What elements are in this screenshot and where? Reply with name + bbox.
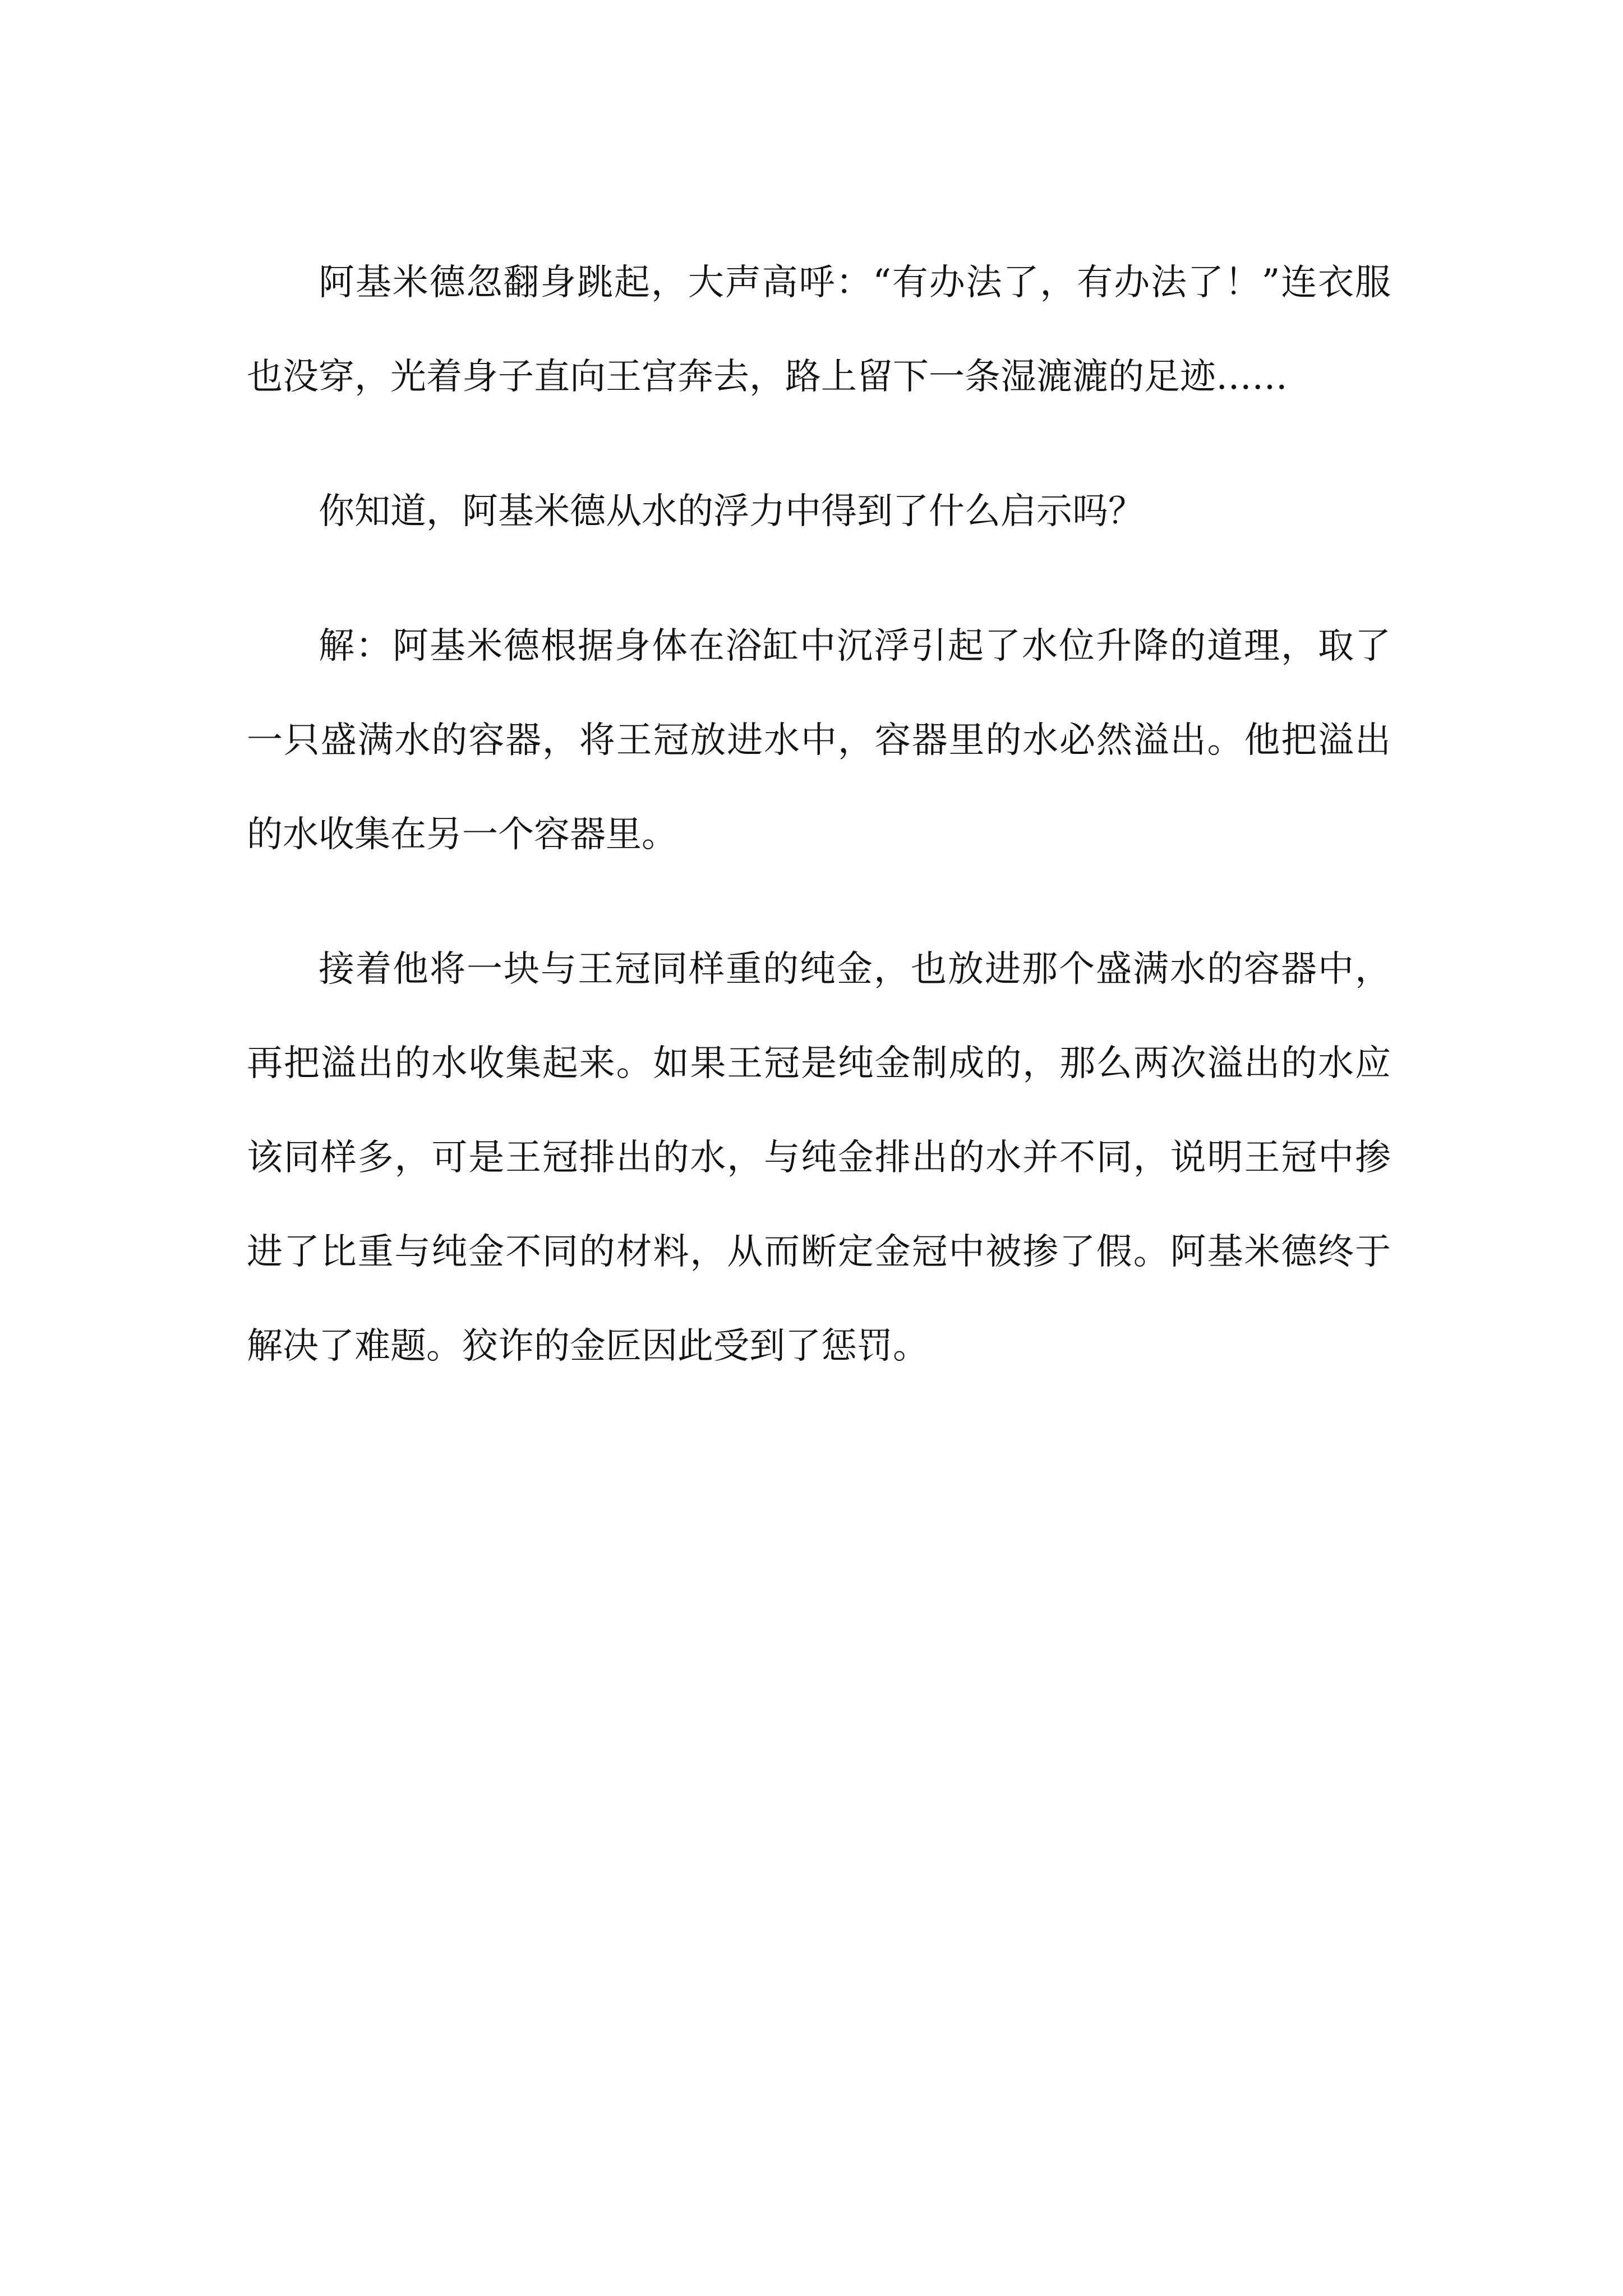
document-body: [247, 236, 1391, 1393]
paragraph-solution-part-2: 接着他将一块与王冠同样重的纯金，也放进那个盛满水的容器中，再把溢出的水收集起来。如果王冠是纯金制成的，那么两次溢出的水应该同样多，可是王冠排出的水，与纯金排出的水并不同，说明王冠中掺进了比重与纯金不同的材料，从而断定金冠中被掺了假。阿基米德终于解决了难题。狡诈的金匠因此受到了惩罚。: [247, 949, 1391, 1367]
paragraph-solution-part-1: 解：阿基米德根据身体在浴缸中沉浮引起了水位升降的道理，取了一只盛满水的容器，将王冠放进水中，容器里的水必然溢出。他把溢出的水收集在另一个容器里。: [247, 625, 1391, 855]
paragraph-question: 你知道，阿基米德从水的浮力中得到了什么启示吗？: [319, 491, 1144, 532]
paragraph-archimedes-discovery: 阿基米德忽翻身跳起，大声高呼：“有办法了，有办法了！”连衣服也没穿，光着身子直向王宫奔去，路上留下一条湿漉漉的足迹……: [247, 262, 1391, 398]
